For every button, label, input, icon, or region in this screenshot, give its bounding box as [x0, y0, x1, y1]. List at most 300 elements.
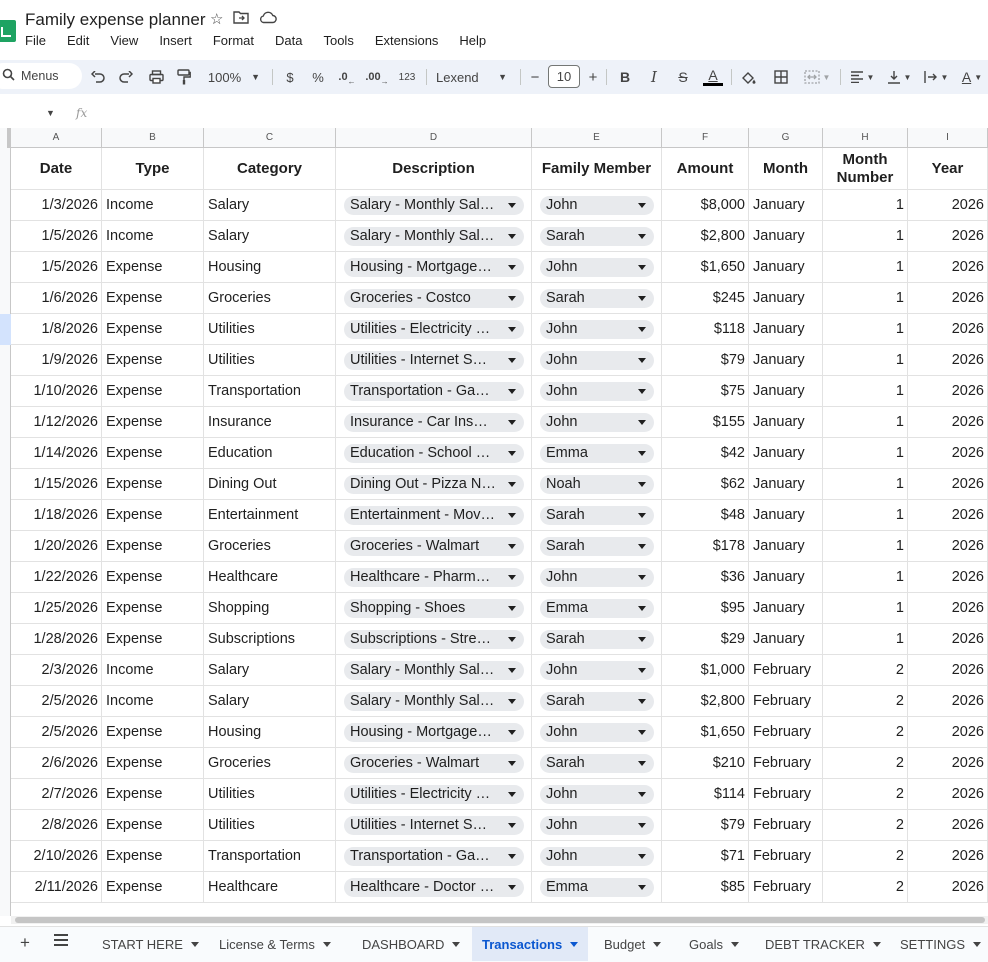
cell-month-number[interactable]: 1 — [823, 314, 908, 344]
cell-type[interactable]: Expense — [102, 376, 204, 406]
cell-category[interactable]: Salary — [204, 221, 336, 251]
cell-month[interactable]: January — [749, 283, 823, 313]
currency-format-button[interactable]: $ — [286, 69, 294, 85]
family-member-cell[interactable] — [532, 872, 662, 902]
cell-month[interactable]: February — [749, 779, 823, 809]
description-dropdown-chip[interactable] — [344, 723, 524, 742]
fill-color-icon[interactable] — [740, 60, 758, 94]
cell-amount[interactable]: $95 — [662, 593, 749, 623]
header-cell[interactable]: Family Member — [532, 148, 662, 189]
menu-file[interactable]: File — [25, 33, 46, 48]
sheet-tab-transactions[interactable] — [472, 927, 588, 961]
family-member-cell[interactable] — [532, 717, 662, 747]
font-size-input[interactable]: 10 — [548, 65, 580, 88]
cell-month[interactable]: February — [749, 841, 823, 871]
cell-month[interactable]: January — [749, 407, 823, 437]
cell-date[interactable]: 1/15/2026 — [11, 469, 102, 499]
sheet-tab-settings[interactable] — [890, 927, 988, 961]
horizontal-scrollbar[interactable] — [11, 916, 988, 924]
description-dropdown-chip[interactable] — [344, 382, 524, 401]
family-member-cell[interactable] — [532, 221, 662, 251]
family-member-cell[interactable] — [532, 500, 662, 530]
cell-month-number[interactable]: 2 — [823, 655, 908, 685]
cell-type[interactable]: Expense — [102, 810, 204, 840]
cell-type[interactable]: Income — [102, 221, 204, 251]
family-member-cell[interactable] — [532, 655, 662, 685]
description-cell[interactable] — [336, 314, 532, 344]
cell-amount[interactable]: $48 — [662, 500, 749, 530]
description-dropdown-chip[interactable] — [344, 630, 524, 649]
column-header-i[interactable]: I — [908, 128, 988, 148]
cell-year[interactable]: 2026 — [908, 872, 988, 902]
cell-month-number[interactable]: 2 — [823, 686, 908, 716]
paint-format-icon[interactable] — [175, 60, 193, 94]
cell-amount[interactable]: $178 — [662, 531, 749, 561]
cell-type[interactable]: Income — [102, 655, 204, 685]
family-member-dropdown-chip[interactable] — [540, 196, 654, 215]
text-color-button[interactable] — [702, 60, 724, 94]
family-member-cell[interactable] — [532, 345, 662, 375]
name-box-dropdown-icon[interactable]: ▼ — [46, 108, 55, 118]
star-icon[interactable]: ☆ — [210, 11, 224, 28]
family-member-dropdown-chip[interactable] — [540, 878, 654, 897]
cell-month[interactable]: January — [749, 562, 823, 592]
header-cell[interactable]: Category — [204, 148, 336, 189]
undo-icon[interactable] — [90, 60, 106, 94]
family-member-cell[interactable] — [532, 469, 662, 499]
family-member-dropdown-chip[interactable] — [540, 351, 654, 370]
column-header-c[interactable]: C — [204, 128, 336, 148]
cell-type[interactable]: Expense — [102, 438, 204, 468]
cell-type[interactable]: Expense — [102, 345, 204, 375]
cell-category[interactable]: Salary — [204, 686, 336, 716]
cell-year[interactable]: 2026 — [908, 438, 988, 468]
cell-type[interactable]: Income — [102, 686, 204, 716]
cell-year[interactable]: 2026 — [908, 531, 988, 561]
cell-month-number[interactable]: 1 — [823, 376, 908, 406]
chevron-down-icon[interactable] — [452, 942, 460, 947]
sheet-tab-dashboard[interactable] — [352, 927, 470, 961]
vertical-align-icon[interactable] — [884, 60, 914, 94]
cell-amount[interactable]: $1,650 — [662, 717, 749, 747]
cell-date[interactable]: 1/22/2026 — [11, 562, 102, 592]
cell-type[interactable]: Expense — [102, 593, 204, 623]
cell-month-number[interactable]: 1 — [823, 531, 908, 561]
description-dropdown-chip[interactable] — [344, 568, 524, 587]
cell-category[interactable]: Salary — [204, 190, 336, 220]
cell-date[interactable]: 2/6/2026 — [11, 748, 102, 778]
sheet-tab-debt-tracker[interactable] — [755, 927, 891, 961]
family-member-cell[interactable] — [532, 407, 662, 437]
cell-type[interactable]: Expense — [102, 624, 204, 654]
cell-category[interactable]: Subscriptions — [204, 624, 336, 654]
cell-year[interactable]: 2026 — [908, 469, 988, 499]
sheet-tab-goals[interactable] — [679, 927, 749, 961]
cell-month[interactable]: February — [749, 872, 823, 902]
description-dropdown-chip[interactable] — [344, 692, 524, 711]
cell-type[interactable]: Expense — [102, 779, 204, 809]
cell-category[interactable]: Insurance — [204, 407, 336, 437]
cell-category[interactable]: Groceries — [204, 531, 336, 561]
cell-type[interactable]: Expense — [102, 407, 204, 437]
description-dropdown-chip[interactable] — [344, 227, 524, 246]
family-member-cell[interactable] — [532, 748, 662, 778]
family-member-cell[interactable] — [532, 438, 662, 468]
cell-year[interactable]: 2026 — [908, 221, 988, 251]
cell-category[interactable]: Groceries — [204, 748, 336, 778]
description-cell[interactable] — [336, 345, 532, 375]
redo-icon[interactable] — [118, 60, 134, 94]
cell-year[interactable]: 2026 — [908, 841, 988, 871]
family-member-dropdown-chip[interactable] — [540, 723, 654, 742]
family-member-dropdown-chip[interactable] — [540, 847, 654, 866]
cell-category[interactable]: Utilities — [204, 345, 336, 375]
header-cell[interactable]: Amount — [662, 148, 749, 189]
formula-bar[interactable] — [0, 100, 988, 128]
cell-amount[interactable]: $79 — [662, 345, 749, 375]
cell-date[interactable]: 1/10/2026 — [11, 376, 102, 406]
strikethrough-button[interactable]: S — [678, 69, 688, 85]
cell-type[interactable]: Expense — [102, 562, 204, 592]
header-cell[interactable]: Month — [749, 148, 823, 189]
description-dropdown-chip[interactable] — [344, 754, 524, 773]
cell-year[interactable]: 2026 — [908, 562, 988, 592]
family-member-cell[interactable] — [532, 686, 662, 716]
cell-month[interactable]: January — [749, 345, 823, 375]
description-cell[interactable] — [336, 531, 532, 561]
cell-date[interactable]: 1/20/2026 — [11, 531, 102, 561]
description-dropdown-chip[interactable] — [344, 599, 524, 618]
family-member-cell[interactable] — [532, 314, 662, 344]
column-header-a[interactable]: A — [11, 128, 102, 148]
menu-extensions[interactable]: Extensions — [374, 33, 439, 48]
sheet-tab-budget[interactable] — [594, 927, 671, 961]
chevron-down-icon[interactable] — [323, 942, 331, 947]
cell-amount[interactable]: $155 — [662, 407, 749, 437]
cell-category[interactable]: Healthcare — [204, 872, 336, 902]
cell-date[interactable]: 1/14/2026 — [11, 438, 102, 468]
cell-month-number[interactable]: 1 — [823, 438, 908, 468]
family-member-dropdown-chip[interactable] — [540, 568, 654, 587]
cell-month-number[interactable]: 1 — [823, 624, 908, 654]
description-dropdown-chip[interactable] — [344, 196, 524, 215]
family-member-cell[interactable] — [532, 779, 662, 809]
cell-date[interactable]: 1/18/2026 — [11, 500, 102, 530]
cell-month-number[interactable]: 1 — [823, 283, 908, 313]
description-cell[interactable] — [336, 407, 532, 437]
description-dropdown-chip[interactable] — [344, 878, 524, 897]
cell-year[interactable]: 2026 — [908, 624, 988, 654]
menu-tools[interactable]: Tools — [323, 33, 354, 48]
family-member-cell[interactable] — [532, 593, 662, 623]
cell-month-number[interactable]: 1 — [823, 593, 908, 623]
cell-category[interactable]: Education — [204, 438, 336, 468]
text-rotation-icon[interactable] — [957, 60, 987, 94]
family-member-cell[interactable] — [532, 531, 662, 561]
all-sheets-icon[interactable] — [54, 934, 68, 949]
cell-amount[interactable]: $114 — [662, 779, 749, 809]
description-cell[interactable] — [336, 686, 532, 716]
cell-month-number[interactable]: 1 — [823, 562, 908, 592]
cell-month[interactable]: January — [749, 314, 823, 344]
description-cell[interactable] — [336, 779, 532, 809]
description-dropdown-chip[interactable] — [344, 537, 524, 556]
column-header-b[interactable]: B — [102, 128, 204, 148]
cell-date[interactable]: 1/6/2026 — [11, 283, 102, 313]
cell-type[interactable]: Expense — [102, 717, 204, 747]
family-member-cell[interactable] — [532, 841, 662, 871]
family-member-dropdown-chip[interactable] — [540, 630, 654, 649]
description-dropdown-chip[interactable] — [344, 785, 524, 804]
cell-date[interactable]: 2/8/2026 — [11, 810, 102, 840]
family-member-dropdown-chip[interactable] — [540, 258, 654, 277]
cell-month-number[interactable]: 1 — [823, 221, 908, 251]
description-dropdown-chip[interactable] — [344, 258, 524, 277]
header-cell[interactable]: Description — [336, 148, 532, 189]
family-member-cell[interactable] — [532, 562, 662, 592]
cell-year[interactable]: 2026 — [908, 190, 988, 220]
cell-category[interactable]: Transportation — [204, 841, 336, 871]
add-sheet-icon[interactable]: + — [20, 933, 30, 952]
cell-amount[interactable]: $2,800 — [662, 686, 749, 716]
cell-month[interactable]: January — [749, 469, 823, 499]
cell-type[interactable]: Expense — [102, 872, 204, 902]
cell-month-number[interactable]: 2 — [823, 748, 908, 778]
cell-category[interactable]: Healthcare — [204, 562, 336, 592]
zoom-select[interactable] — [205, 60, 263, 94]
font-size-increase-button[interactable]: + — [588, 68, 598, 86]
description-dropdown-chip[interactable] — [344, 847, 524, 866]
font-size-decrease-button[interactable]: − — [530, 68, 540, 86]
column-header-g[interactable]: G — [749, 128, 823, 148]
cell-type[interactable]: Expense — [102, 841, 204, 871]
cell-date[interactable]: 2/3/2026 — [11, 655, 102, 685]
description-cell[interactable] — [336, 283, 532, 313]
description-cell[interactable] — [336, 810, 532, 840]
cell-category[interactable]: Groceries — [204, 283, 336, 313]
description-dropdown-chip[interactable] — [344, 351, 524, 370]
column-header-f[interactable]: F — [662, 128, 749, 148]
cell-month-number[interactable]: 2 — [823, 841, 908, 871]
family-member-dropdown-chip[interactable] — [540, 413, 654, 432]
family-member-dropdown-chip[interactable] — [540, 599, 654, 618]
cell-month-number[interactable]: 1 — [823, 500, 908, 530]
description-cell[interactable] — [336, 438, 532, 468]
cell-category[interactable]: Utilities — [204, 810, 336, 840]
family-member-cell[interactable] — [532, 376, 662, 406]
cell-amount[interactable]: $36 — [662, 562, 749, 592]
cell-month[interactable]: February — [749, 748, 823, 778]
family-member-dropdown-chip[interactable] — [540, 537, 654, 556]
cell-date[interactable]: 1/5/2026 — [11, 252, 102, 282]
select-all-corner[interactable] — [0, 128, 11, 148]
family-member-dropdown-chip[interactable] — [540, 506, 654, 525]
header-cell[interactable]: Type — [102, 148, 204, 189]
family-member-dropdown-chip[interactable] — [540, 754, 654, 773]
chevron-down-icon[interactable] — [731, 942, 739, 947]
cell-amount[interactable]: $245 — [662, 283, 749, 313]
family-member-dropdown-chip[interactable] — [540, 320, 654, 339]
text-wrapping-icon[interactable] — [921, 60, 951, 94]
chevron-down-icon[interactable] — [570, 942, 578, 947]
cell-year[interactable]: 2026 — [908, 252, 988, 282]
cell-month-number[interactable]: 2 — [823, 810, 908, 840]
cell-date[interactable]: 1/3/2026 — [11, 190, 102, 220]
merge-cells-icon[interactable] — [800, 60, 834, 94]
cell-month[interactable]: January — [749, 593, 823, 623]
cell-month[interactable]: January — [749, 438, 823, 468]
family-member-dropdown-chip[interactable] — [540, 785, 654, 804]
cell-month-number[interactable]: 1 — [823, 190, 908, 220]
cell-type[interactable]: Expense — [102, 531, 204, 561]
cell-date[interactable]: 2/7/2026 — [11, 779, 102, 809]
cell-month[interactable]: February — [749, 686, 823, 716]
cell-month-number[interactable]: 2 — [823, 872, 908, 902]
cell-month[interactable]: February — [749, 655, 823, 685]
cell-amount[interactable]: $1,650 — [662, 252, 749, 282]
description-dropdown-chip[interactable] — [344, 320, 524, 339]
family-member-dropdown-chip[interactable] — [540, 816, 654, 835]
row-header-strip[interactable] — [0, 148, 11, 916]
family-member-cell[interactable] — [532, 810, 662, 840]
menu-format[interactable]: Format — [212, 33, 254, 48]
cell-date[interactable]: 1/28/2026 — [11, 624, 102, 654]
column-header-d[interactable]: D — [336, 128, 532, 148]
chevron-down-icon[interactable] — [191, 942, 199, 947]
description-cell[interactable] — [336, 469, 532, 499]
cell-amount[interactable]: $8,000 — [662, 190, 749, 220]
cell-year[interactable]: 2026 — [908, 500, 988, 530]
cell-category[interactable]: Housing — [204, 252, 336, 282]
chevron-down-icon[interactable] — [973, 942, 981, 947]
italic-button[interactable]: I — [651, 68, 657, 86]
description-cell[interactable] — [336, 841, 532, 871]
family-member-dropdown-chip[interactable] — [540, 227, 654, 246]
description-dropdown-chip[interactable] — [344, 816, 524, 835]
cell-year[interactable]: 2026 — [908, 810, 988, 840]
family-member-dropdown-chip[interactable] — [540, 692, 654, 711]
family-member-dropdown-chip[interactable] — [540, 382, 654, 401]
cell-date[interactable]: 2/5/2026 — [11, 717, 102, 747]
cell-amount[interactable]: $71 — [662, 841, 749, 871]
cell-amount[interactable]: $75 — [662, 376, 749, 406]
cell-type[interactable]: Expense — [102, 748, 204, 778]
cell-type[interactable]: Expense — [102, 283, 204, 313]
cell-year[interactable]: 2026 — [908, 655, 988, 685]
description-dropdown-chip[interactable] — [344, 661, 524, 680]
cell-category[interactable]: Utilities — [204, 314, 336, 344]
more-formats-button[interactable]: 123 — [398, 71, 416, 83]
menu-data[interactable]: Data — [275, 33, 303, 48]
cell-date[interactable]: 1/9/2026 — [11, 345, 102, 375]
cell-date[interactable]: 1/5/2026 — [11, 221, 102, 251]
cell-month-number[interactable]: 1 — [823, 345, 908, 375]
cell-amount[interactable]: $42 — [662, 438, 749, 468]
cell-amount[interactable]: $79 — [662, 810, 749, 840]
bold-button[interactable]: B — [619, 69, 631, 85]
cell-amount[interactable]: $1,000 — [662, 655, 749, 685]
description-cell[interactable] — [336, 717, 532, 747]
menus-search[interactable] — [0, 63, 82, 89]
description-cell[interactable] — [336, 655, 532, 685]
document-title[interactable]: Family expense planner — [25, 10, 206, 29]
header-cell[interactable]: Month Number — [823, 148, 908, 189]
description-dropdown-chip[interactable] — [344, 475, 524, 494]
cell-category[interactable]: Housing — [204, 717, 336, 747]
column-header-h[interactable]: H — [823, 128, 908, 148]
cell-year[interactable]: 2026 — [908, 314, 988, 344]
cell-date[interactable]: 2/10/2026 — [11, 841, 102, 871]
chevron-down-icon[interactable] — [653, 942, 661, 947]
cell-type[interactable]: Income — [102, 190, 204, 220]
cell-year[interactable]: 2026 — [908, 376, 988, 406]
description-cell[interactable] — [336, 748, 532, 778]
font-select[interactable] — [436, 60, 512, 94]
family-member-dropdown-chip[interactable] — [540, 444, 654, 463]
menu-edit[interactable]: Edit — [66, 33, 90, 48]
column-header-e[interactable]: E — [532, 128, 662, 148]
cell-year[interactable]: 2026 — [908, 779, 988, 809]
cell-amount[interactable]: $85 — [662, 872, 749, 902]
family-member-dropdown-chip[interactable] — [540, 661, 654, 680]
sheet-tab-start-here[interactable] — [92, 927, 209, 961]
description-cell[interactable] — [336, 872, 532, 902]
sheets-logo-icon[interactable] — [0, 20, 16, 42]
description-dropdown-chip[interactable] — [344, 444, 524, 463]
cell-year[interactable]: 2026 — [908, 748, 988, 778]
cell-month[interactable]: January — [749, 624, 823, 654]
cell-month[interactable]: January — [749, 221, 823, 251]
family-member-dropdown-chip[interactable] — [540, 289, 654, 308]
cell-date[interactable]: 1/12/2026 — [11, 407, 102, 437]
borders-icon[interactable] — [772, 60, 790, 94]
cell-category[interactable]: Entertainment — [204, 500, 336, 530]
description-dropdown-chip[interactable] — [344, 289, 524, 308]
header-cell[interactable]: Date — [11, 148, 102, 189]
family-member-cell[interactable] — [532, 252, 662, 282]
cell-type[interactable]: Expense — [102, 314, 204, 344]
cell-month-number[interactable]: 1 — [823, 407, 908, 437]
cell-category[interactable]: Utilities — [204, 779, 336, 809]
cell-category[interactable]: Salary — [204, 655, 336, 685]
description-cell[interactable] — [336, 376, 532, 406]
cell-month-number[interactable]: 2 — [823, 717, 908, 747]
family-member-dropdown-chip[interactable] — [540, 475, 654, 494]
cell-year[interactable]: 2026 — [908, 593, 988, 623]
print-icon[interactable] — [147, 60, 165, 94]
family-member-cell[interactable] — [532, 624, 662, 654]
cell-amount[interactable]: $2,800 — [662, 221, 749, 251]
cell-month-number[interactable]: 1 — [823, 252, 908, 282]
cell-month[interactable]: January — [749, 500, 823, 530]
description-cell[interactable] — [336, 252, 532, 282]
cell-month-number[interactable]: 2 — [823, 779, 908, 809]
cell-type[interactable]: Expense — [102, 252, 204, 282]
cell-category[interactable]: Shopping — [204, 593, 336, 623]
cell-year[interactable]: 2026 — [908, 283, 988, 313]
cell-category[interactable]: Dining Out — [204, 469, 336, 499]
cell-month[interactable]: February — [749, 717, 823, 747]
cell-month[interactable]: January — [749, 376, 823, 406]
cell-type[interactable]: Expense — [102, 469, 204, 499]
cell-month[interactable]: January — [749, 531, 823, 561]
sheet-tab-license-terms[interactable] — [209, 927, 341, 961]
family-member-cell[interactable] — [532, 190, 662, 220]
menu-view[interactable]: View — [110, 33, 139, 48]
description-dropdown-chip[interactable] — [344, 506, 524, 525]
cell-date[interactable]: 2/5/2026 — [11, 686, 102, 716]
cell-date[interactable]: 2/11/2026 — [11, 872, 102, 902]
